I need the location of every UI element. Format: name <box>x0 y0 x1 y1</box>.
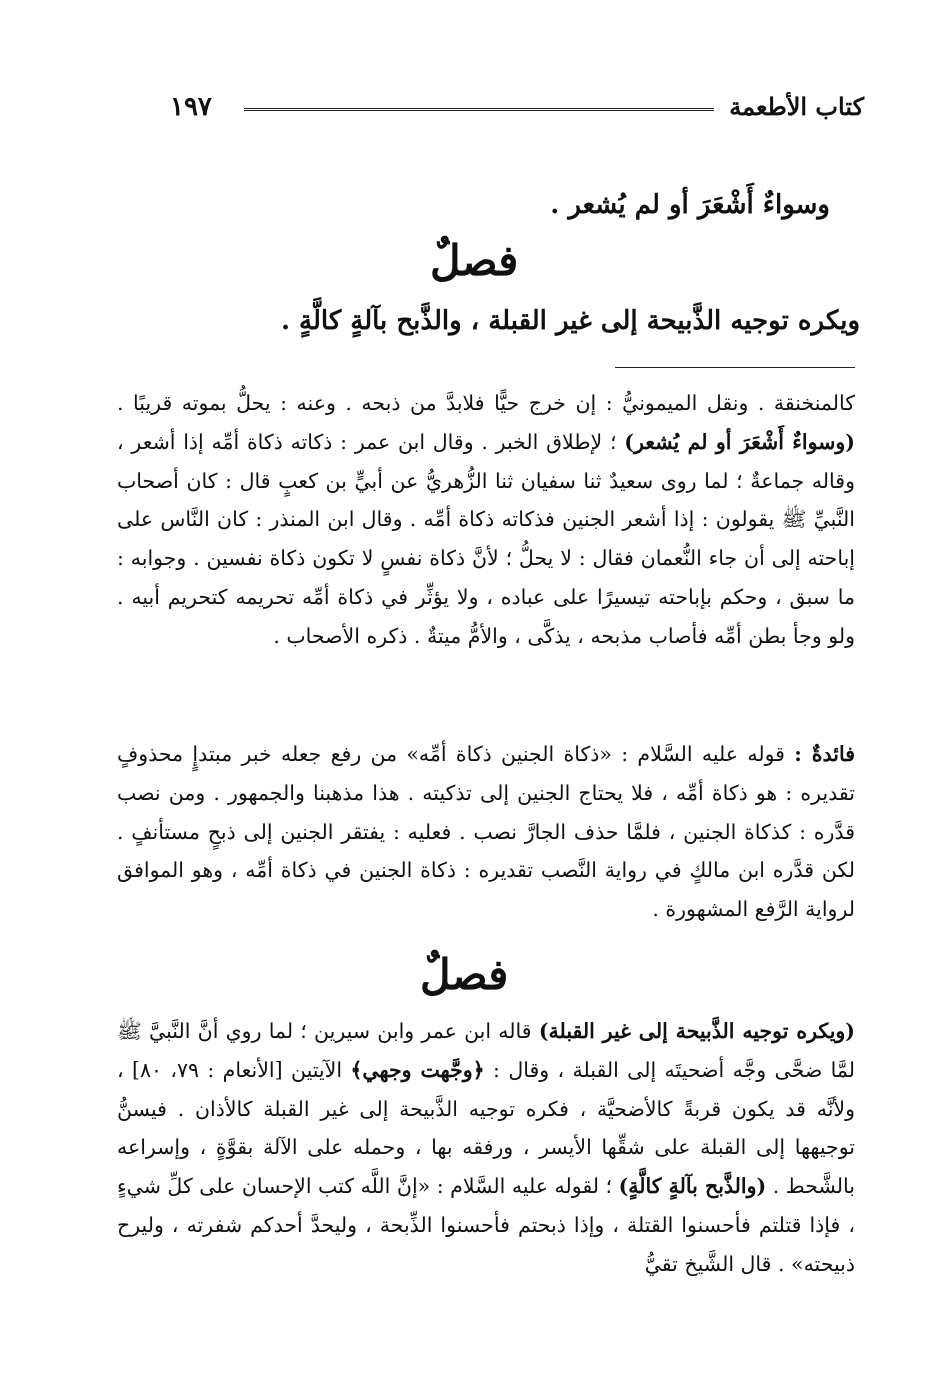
commentary-text: قاله ابن عمر وابن سيرين ؛ لما روي أنَّ النَّبيَّ ﷺ لمَّا ضحَّى وجَّه أضحيتَه إلى القبلة ، وقال : <box>117 1019 855 1082</box>
commentary-text: ؛ لإطلاق الخبر . وقال ابن عمر : ذكاته ذكاة أمِّه إذا أشعر ، وقاله جماعةٌ ؛ لما روى سعيدٌ ثنا سفيان ثنا الزُّهريُّ عن أبيٍّ بن كعبٍ قال : كان أصحاب النَّبيِّ ﷺ يقولون : إذا أشعر الجنين فذكاته ذكاة أمِّه . وقال ابن المنذر : كان النَّاس على إباحته إلى أن جاء النُّعمان فقال : لا يحلُّ ؛ لأنَّ ذكاة نفسٍ لا تكون ذكاة نفسين . وجوابه : ما سبق ، وحكم بإباحته تيسيرًا على عباده ، ولا يؤثِّر في ذكاة أمِّه تحريمه كتحريم أبيه . ولو وجأ بطن أمِّه فأصاب مذبحه ، يذكَّى ، والأمُّ ميتةٌ . ذكره الأصحاب . <box>117 429 855 648</box>
matn-line-2: ويكره توجيه الذَّبيحة إلى غير القبلة ، والذَّبح بآلةٍ كالَّةٍ . <box>280 306 860 336</box>
commentary-text: الآيتين [الأنعام : ٧٩، ٨٠] ، ولأنَّه قد يكون قربةً كالأضحيَّة ، فكره توجيه الذَّبيحة إلى غير القبلة كالأذان . فيسنُّ توجيهها إلى القبلة على شقِّها الأيسر ، ورفقه بها ، وحمله على الآلة بقوَّةٍ ، وإسراعه بالشَّحط . <box>117 1057 855 1199</box>
section-heading: فصلٌ <box>430 236 519 285</box>
commentary-paragraph-1 <box>117 384 855 656</box>
commentary-text: قوله عليه السَّلام : «ذكاة الجنين ذكاة أمِّه» من رفع جعله خبر مبتدإٍ محذوفٍ تقديره : هو ذكاة أمِّه ، فلا يحتاج الجنين إلى تذكيته . هذا مذهبنا والجمهور . ومن نصب قدَّره : كذكاة الجنين ، فلمَّا حذف الجارَّ نصب . فعليه : يفتقر الجنين إلى ذبحٍ مستأنفٍ . لكن قدَّره ابن مالكٍ في رواية النَّصب تقديره : ذكاة الجنين في ذكاة أمِّه ، وهو الموافق لرواية الرَّفع المشهورة . <box>117 742 855 922</box>
matn-line-1: وسواءٌ أَشْعَرَ أو لم يُشعر . <box>550 190 830 220</box>
page-number: ١٩٧ <box>170 92 212 122</box>
commentary-paragraph-3 <box>117 1012 855 1284</box>
benefit-label: فائدةٌ : <box>794 742 855 766</box>
commentary-text: كالمنخنقة . ونقل الميمونيُّ : إن خرج حيًّا فلابدَّ من ذبحه . وعنه : يحلُّ بموته قريبًا . <box>117 391 855 415</box>
commentary-text: ؛ لقوله عليه السَّلام : «إنَّ اللَّه كتب الإحسان على كلِّ شيءٍ ، فإذا قتلتم فأحسنوا القتلة ، وإذا ذبحتم فأحسنوا الذِّبحة ، وليحدَّ أحدكم شفرته ، وليرح ذبيحته» . قال الشَّيخ تقيُّ <box>117 1174 855 1276</box>
quran-quote: ﴿وجَّهت وجهي﴾ <box>350 1057 485 1082</box>
quoted-matn: (ويكره توجيه الذَّبيحة إلى غير القبلة) <box>538 1019 856 1043</box>
header-rule <box>244 108 714 111</box>
section-heading-2: فصلٌ <box>420 950 509 999</box>
quoted-matn: (وسواءٌ أَشْعَرَ أو لم يُشعر) <box>624 429 855 454</box>
book-title: كتاب الأطعمة <box>729 92 864 121</box>
page-header <box>170 88 864 128</box>
commentary-paragraph-2 <box>117 735 855 929</box>
footnote-divider <box>615 367 855 368</box>
quoted-matn: (والذَّبح بآلةٍ كالَّةٍ) <box>618 1174 767 1199</box>
